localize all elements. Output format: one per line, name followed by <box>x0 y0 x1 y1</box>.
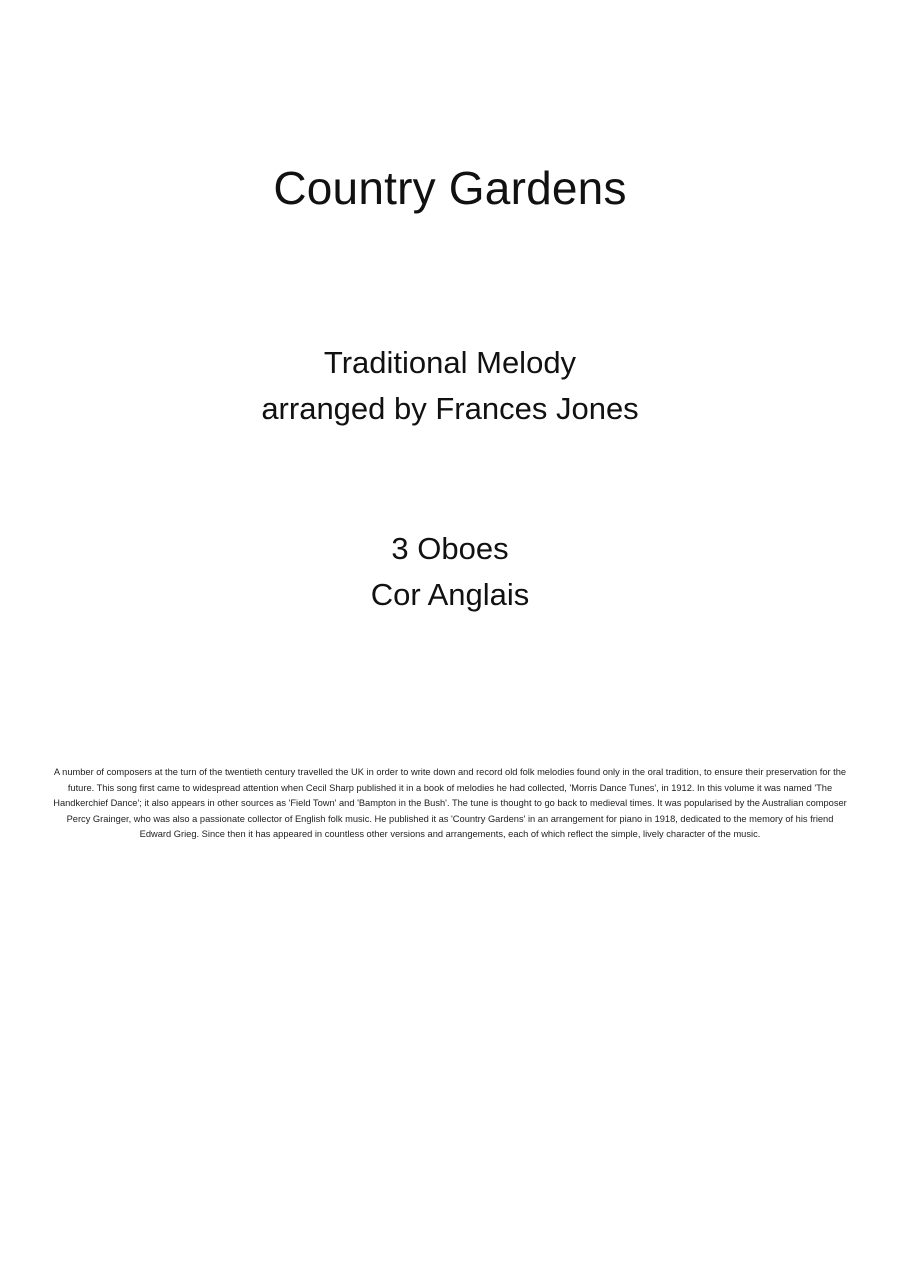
program-note: A number of composers at the turn of the twentieth century travelled the UK in order to write down and record old folk melodies found only in the oral tradition, to ensure their preservation for the future. This song first came to widespread attention when Cecil Sharp published it in a book of melodies he had collected, 'Morris Dance Tunes', in 1912. In this volume it was named 'The Handkerchief Dance'; it also appears in other sources as 'Field Town' and 'Bampton in the Bush'. The tune is thought to go back to medieval times. It was popularised by the Australian composer Percy Grainger, who was also a passionate collector of English folk music. He published it as 'Country Gardens' in an arrangement for piano in 1918, dedicated to the memory of his friend Edward Grieg. Since then it has appeared in countless other versions and arrangements, each of which reflect the simple, lively character of the music. <box>53 767 847 839</box>
instrument-oboes: 3 Oboes <box>391 531 509 566</box>
instrument-cor-anglais: Cor Anglais <box>370 577 530 612</box>
arranger-credit: arranged by Frances Jones <box>261 391 639 426</box>
page-title: Country Gardens <box>273 162 627 214</box>
instrumentation-block <box>0 526 900 618</box>
composer-credit: Traditional Melody <box>323 345 577 380</box>
credits-block <box>0 340 900 432</box>
